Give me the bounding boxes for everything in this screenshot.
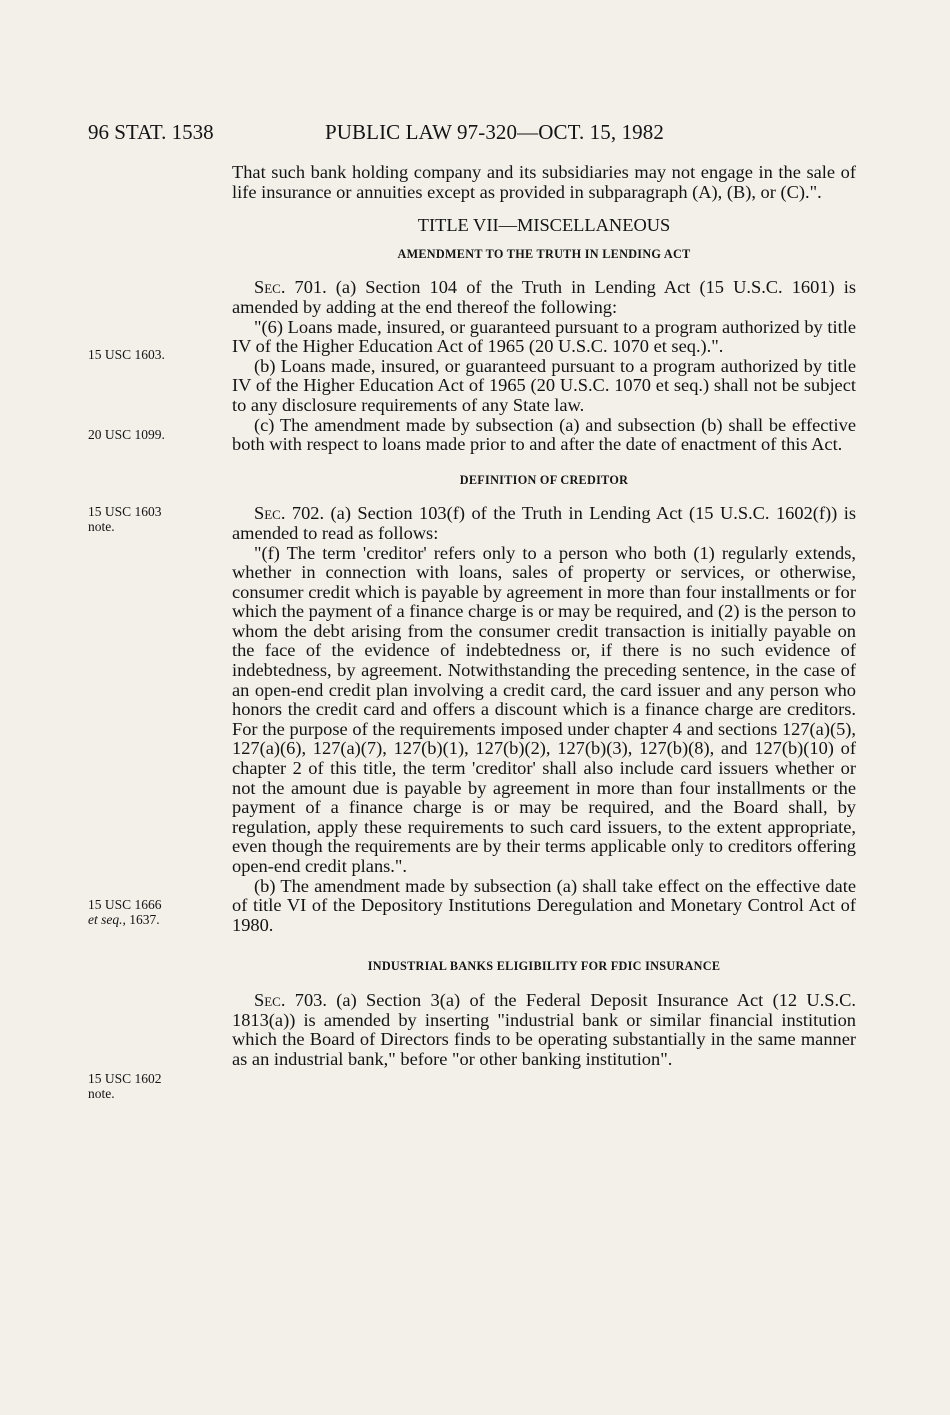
margin-note-15-usc-1603: 15 USC 1603. [88,347,165,362]
section-701-a-text: 701. (a) Section 104 of the Truth in Lending Act (15 U.S.C. 1601) is amended by adding at the end thereof the following: [232,277,856,317]
margin-note-line: 15 USC 1602 [88,1071,162,1086]
section-703-heading: INDUSTRIAL BANKS ELIGIBILITY FOR FDIC INSURANCE [367,959,721,974]
section-701-quote: "(6) Loans made, insured, or guaranteed pursuant to a program authorized by title IV of the Higher Education Act of 1965 (20 U.S.C. 1070 et seq.).". [232,316,856,357]
page-header-title: PUBLIC LAW 97-320—OCT. 15, 1982 [325,120,664,144]
section-701-heading: AMENDMENT TO THE TRUTH IN LENDING ACT [397,246,691,261]
margin-note-20-usc-1099: 20 USC 1099. [88,427,165,442]
statute-page-number: 96 STAT. 1538 [88,120,214,144]
section-702-a-text: 702. (a) Section 103(f) of the Truth in Lending Act (15 U.S.C. 1602(f)) is amended to read as follows: [232,503,856,543]
margin-note-15-usc-1602-note [88,1071,162,1101]
sec-label: Sec. [254,989,286,1010]
section-701-b: (b) Loans made, insured, or guaranteed pursuant to a program authorized by title IV of the Higher Education Act of 1965 (20 U.S.C. 1070 et seq.) shall not be subject to any disclosure requirements of any State law. [232,355,856,415]
margin-note-line: note. [88,519,115,534]
section-702-quote: "(f) The term 'creditor' refers only to a person who both (1) regularly extends, whether in connection with loans, sales of property or services, or otherwise, consumer credit which is payable by agreement in more than four installments or for which the payment of a finance charge is or may be required, and (2) is the person to whom the debt arising from the consumer credit transaction is initially payable on the face of the evidence of indebtedness or, if there is no such evidence of indebtedness, by agreement. Notwithstanding the preceding sentence, in the case of an open-end credit plan involving a credit card, the card issuer and any person who honors the credit card and offers a discount which is a finance charge are creditors. For the purpose of the requirements imposed under chapter 4 and sections 127(a)(5), 127(a)(6), 127(a)(7), 127(b)(1), 127(b)(2), 127(b)(3), 127(b)(8), and 127(b)(10) of chapter 2 of this title, the term 'creditor' shall also include card issuers whether or not the amount due is payable by agreement in more than four installments or the payment of a finance charge is or may be required, and the Board shall, by regulation, apply these requirements to such card issuers, to the extent appropriate, even though the requirements are by their terms applicable only to creditors offering open-end credit plans.". [232,542,856,876]
margin-note-italic: et seq., [88,912,126,927]
section-703-a [232,991,856,1069]
section-702-heading: DEFINITION OF CREDITOR [459,472,629,487]
margin-note-line [88,912,162,927]
section-702-b: (b) The amendment made by subsection (a) shall take effect on the effective date of title VI of the Depository Institutions Deregulation and Monetary Control Act of 1980. [232,875,856,935]
section-701-c: (c) The amendment made by subsection (a) and subsection (b) shall be effective both with respect to loans made prior to and after the date of enactment of this Act. [232,414,856,455]
title-heading: TITLE VII—MISCELLANEOUS [417,215,671,236]
sec-label: Sec. [254,277,286,298]
margin-note-line: 15 USC 1603 [88,504,162,519]
statute-body [232,163,856,1069]
margin-note-15-usc-1666 [88,897,162,927]
section-701-a [232,278,856,317]
intro-paragraph: That such bank holding company and its subsidiaries may not engage in the sale of life insurance or annuities except as provided in subparagraph (A), (B), or (C).". [232,162,856,202]
sec-label: Sec. [254,503,286,524]
section-703-a-text: 703. (a) Section 3(a) of the Federal Deposit Insurance Act (12 U.S.C. 1813(a)) is amended by inserting "industrial bank or similar financial institution which the Board of Directors finds to be operating substantially in the same manner as an industrial bank," before "or other banking institution". [232,989,856,1069]
margin-note-line: note. [88,1086,115,1101]
margin-note-15-usc-1603-note [88,504,162,534]
margin-note-rest: 1637. [125,912,160,927]
margin-note-line: 15 USC 1666 [88,897,162,912]
section-702-a [232,504,856,543]
